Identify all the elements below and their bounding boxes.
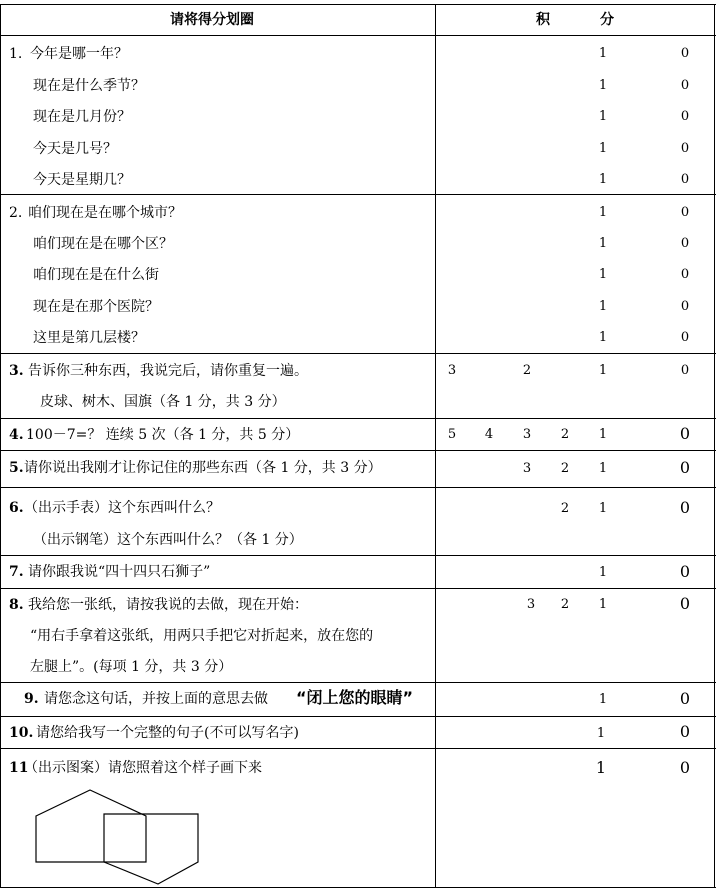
score-0[interactable]: 0 xyxy=(679,689,691,708)
q2-line-1: 咱们现在是在哪个城市？ xyxy=(28,205,182,221)
rule-q1 xyxy=(0,194,716,195)
score-0[interactable]: 0 xyxy=(679,458,691,477)
q8-line-1: 我给您一张纸，请按我说的去做，现在开始： xyxy=(28,597,308,613)
score-3[interactable]: 3 xyxy=(526,597,536,612)
q1-number: 1. xyxy=(9,46,23,62)
score-0[interactable]: 0 xyxy=(680,205,690,220)
q6-line-1: （出示手表）这个东西叫什么？ xyxy=(24,500,220,516)
rule-q3 xyxy=(0,418,716,419)
score-0[interactable]: 0 xyxy=(680,267,690,282)
q2-line-2: 咱们现在是在哪个区？ xyxy=(33,236,173,252)
pentagon-right-shape xyxy=(104,814,198,884)
q1-line-3: 现在是几月份？ xyxy=(33,109,131,125)
score-3[interactable]: 3 xyxy=(447,363,457,378)
q8-line-3: 左腿上”。(每项 1 分，共 3 分） xyxy=(30,659,233,675)
score-1[interactable]: 1 xyxy=(598,78,608,93)
q2-number: 2. xyxy=(9,205,23,221)
score-1[interactable]: 1 xyxy=(596,726,606,741)
score-0[interactable]: 0 xyxy=(680,141,690,156)
q3-number: 3. xyxy=(9,363,24,379)
header-score-b: 分 xyxy=(600,12,614,28)
score-0[interactable]: 0 xyxy=(680,299,690,314)
q2-line-5: 这里是第几层楼？ xyxy=(33,330,145,346)
score-0[interactable]: 0 xyxy=(679,424,691,443)
q7-text: 请你跟我说“四十四只石狮子” xyxy=(28,564,211,580)
q11-text: （出示图案）请您照着这个样子画下来 xyxy=(24,760,262,776)
score-1[interactable]: 1 xyxy=(598,205,608,220)
score-0[interactable]: 0 xyxy=(679,562,691,581)
score-1[interactable]: 1 xyxy=(598,267,608,282)
q8-line-2: “用右手拿着这张纸，用两只手把它对折起来，放在您的 xyxy=(30,628,374,644)
q10-number: 10. xyxy=(9,725,34,741)
q2-line-3: 咱们现在是在什么街 xyxy=(33,267,159,283)
score-3[interactable]: 3 xyxy=(522,461,532,476)
score-0[interactable]: 0 xyxy=(679,722,691,741)
score-1[interactable]: 1 xyxy=(598,692,608,707)
score-0[interactable]: 0 xyxy=(680,330,690,345)
q1-line-4: 今天是几号？ xyxy=(33,141,117,157)
q1-line-2: 现在是什么季节？ xyxy=(33,78,145,94)
score-1[interactable]: 1 xyxy=(598,330,608,345)
score-0[interactable]: 0 xyxy=(679,594,691,613)
rule-top xyxy=(0,4,716,5)
q7-number: 7. xyxy=(9,564,24,580)
rule-q2 xyxy=(0,353,716,354)
score-1[interactable]: 1 xyxy=(598,461,608,476)
q5-text: 请你说出我刚才让你记住的那些东西（各 1 分，共 3 分） xyxy=(24,460,382,476)
score-2[interactable]: 2 xyxy=(522,363,532,378)
rule-q10 xyxy=(0,748,716,749)
score-0[interactable]: 0 xyxy=(680,46,690,61)
score-1[interactable]: 1 xyxy=(598,363,608,378)
header-score-a: 积 xyxy=(536,12,550,28)
q3-line-2: 皮球、树木、国旗（各 1 分，共 3 分） xyxy=(40,394,286,410)
rule-header xyxy=(0,35,716,36)
q4-number: 4. xyxy=(9,427,24,443)
score-1[interactable]: 1 xyxy=(598,299,608,314)
score-1[interactable]: 1 xyxy=(598,501,608,516)
score-1[interactable]: 1 xyxy=(595,758,607,777)
score-5[interactable]: 5 xyxy=(447,427,457,442)
q3-line-1: 告诉你三种东西，我说完后，请你重复一遍。 xyxy=(28,363,308,379)
q6-line-2: （出示钢笔）这个东西叫什么？（各 1 分） xyxy=(33,532,303,548)
rule-mid xyxy=(435,4,436,888)
score-2[interactable]: 2 xyxy=(560,461,570,476)
q4-text: 100－7=？ 连续 5 次（各 1 分，共 5 分） xyxy=(26,427,300,443)
score-1[interactable]: 1 xyxy=(598,141,608,156)
score-1[interactable]: 1 xyxy=(598,172,608,187)
score-4[interactable]: 4 xyxy=(484,427,494,442)
score-0[interactable]: 0 xyxy=(680,236,690,251)
q8-number: 8. xyxy=(9,597,24,613)
score-0[interactable]: 0 xyxy=(680,363,690,378)
rule-q9 xyxy=(0,716,716,717)
q11-number: 11 xyxy=(9,760,29,776)
score-3[interactable]: 3 xyxy=(522,427,532,442)
score-1[interactable]: 1 xyxy=(598,597,608,612)
rule-q8 xyxy=(0,682,716,683)
score-1[interactable]: 1 xyxy=(598,565,608,580)
rule-right xyxy=(714,4,715,888)
q9-emphasis: “闭上您的眼睛” xyxy=(296,688,414,707)
rule-q5 xyxy=(0,487,716,488)
header-item: 请将得分划圈 xyxy=(170,12,254,28)
q9-text: 请您念这句话，并按上面的意思去做 xyxy=(44,691,268,707)
q1-line-5: 今天是星期几？ xyxy=(33,172,131,188)
score-1[interactable]: 1 xyxy=(598,46,608,61)
q9-number: 9. xyxy=(24,691,39,707)
rule-q7 xyxy=(0,588,716,589)
rule-left xyxy=(0,4,1,888)
score-0[interactable]: 0 xyxy=(679,758,691,777)
rule-bottom xyxy=(0,887,716,888)
rule-q6 xyxy=(0,555,716,556)
q1-line-1: 今年是哪一年？ xyxy=(30,46,128,62)
score-1[interactable]: 1 xyxy=(598,109,608,124)
score-2[interactable]: 2 xyxy=(560,427,570,442)
score-1[interactable]: 1 xyxy=(598,236,608,251)
q2-line-4: 现在是在那个医院？ xyxy=(33,299,159,315)
q5-number: 5. xyxy=(9,460,24,476)
q10-text: 请您给我写一个完整的句子(不可以写名字) xyxy=(36,725,299,741)
pentagon-left-shape xyxy=(36,790,146,862)
score-2[interactable]: 2 xyxy=(560,597,570,612)
q6-number: 6. xyxy=(9,500,24,516)
score-1[interactable]: 1 xyxy=(598,427,608,442)
rule-q4 xyxy=(0,450,716,451)
score-0[interactable]: 0 xyxy=(680,172,690,187)
score-0[interactable]: 0 xyxy=(679,498,691,517)
score-0[interactable]: 0 xyxy=(680,109,690,124)
score-2[interactable]: 2 xyxy=(560,501,570,516)
pentagon-drawing-figure xyxy=(30,786,205,886)
score-0[interactable]: 0 xyxy=(680,78,690,93)
